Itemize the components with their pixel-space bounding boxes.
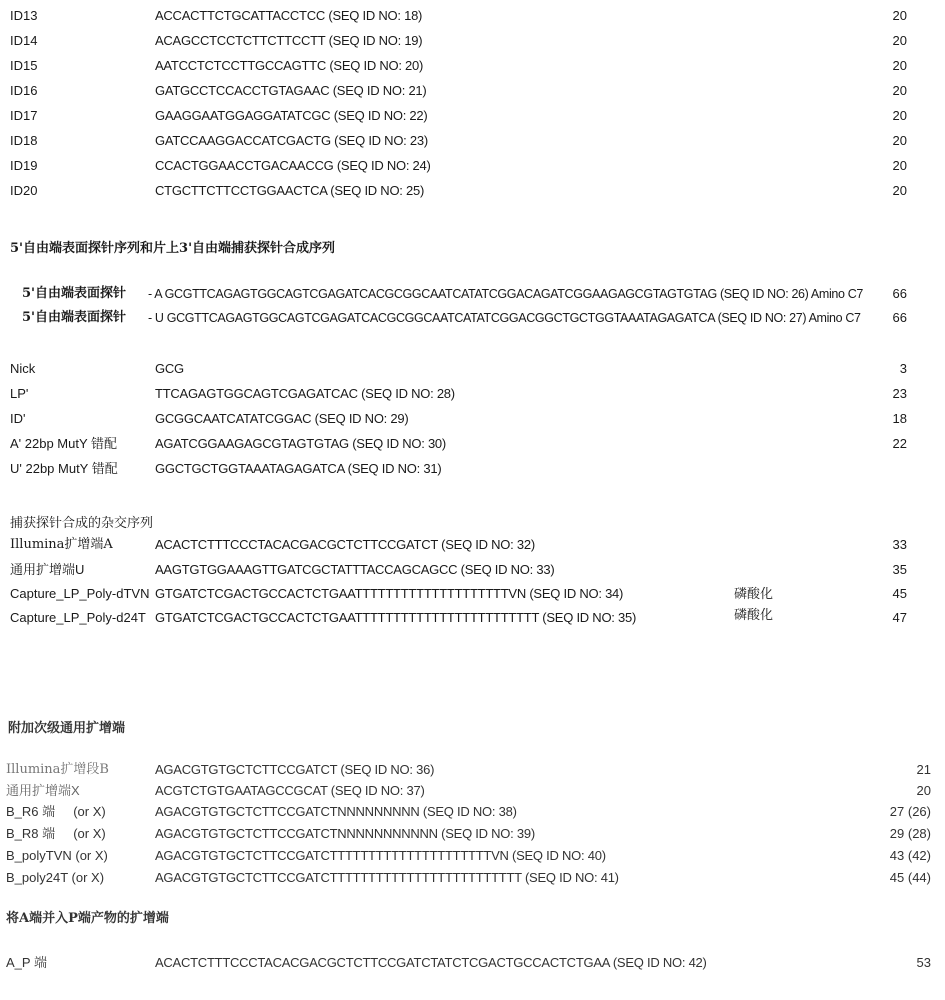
table-row [0, 106, 945, 126]
table-row [0, 608, 945, 628]
amplicon-length: 45 (44) [889, 870, 931, 885]
table-row [0, 384, 945, 404]
sequence-name: ID17 [10, 108, 38, 123]
table-row [0, 181, 945, 201]
sequence-length: 20 [892, 108, 907, 123]
table-row [0, 359, 945, 379]
amplicon-sequence: AGACGTGTGCTCTTCCGATCTTTTTTTTTTTTTTTTTTTTTTTTT (SEQ ID NO: 41) [155, 870, 619, 885]
sequence-length: 20 [892, 33, 907, 48]
section-heading-ap-amplification: 将A端并入P端产物的扩增端 [6, 911, 169, 926]
amplicon-length: 53 [916, 955, 931, 970]
sequence-value: ACAGCCTCCTCTTCTTCCTT (SEQ ID NO: 19) [155, 33, 423, 48]
amplicon-length: 27 (26) [889, 804, 931, 819]
table-row [0, 584, 945, 604]
sequence-name: ID15 [10, 58, 38, 73]
sequence-length: 20 [892, 183, 907, 198]
hybrid-length: 45 [892, 586, 907, 601]
component-sequence: GCGGCAATCATATCGGAC (SEQ ID NO: 29) [155, 411, 409, 426]
component-sequence: AGATCGGAAGAGCGTAGTGTAG (SEQ ID NO: 30) [155, 436, 446, 451]
amplicon-sequence: ACGTCTGTGAATAGCCGCAT (SEQ ID NO: 37) [155, 783, 425, 798]
sequence-name: ID14 [10, 33, 38, 48]
table-row [0, 131, 945, 151]
sequence-value: CTGCTTCTTCCTGGAACTCA (SEQ ID NO: 25) [155, 183, 425, 198]
probe-row [0, 308, 945, 328]
component-name: ID' [10, 411, 26, 426]
table-row [0, 535, 945, 555]
probe-sequence: - A GCGTTCAGAGTGGCAGTCGAGATCACGCGGCAATCATATCGGACAGATCGGAAGAGCGTAGTGTAG (SEQ ID NO: 26) Amino C7 [148, 287, 863, 301]
sequence-length: 20 [892, 133, 907, 148]
hybrid-sequence: GTGATCTCGACTGCCACTCTGAATTTTTTTTTTTTTTTTTTTTVN (SEQ ID NO: 34) [155, 586, 624, 601]
hybrid-sequence: ACACTCTTTCCCTACACGACGCTCTTCCGATCT (SEQ ID NO: 32) [155, 537, 535, 552]
table-row [0, 868, 945, 888]
sequence-value: GATGCCTCCACCTGTAGAAC (SEQ ID NO: 21) [155, 83, 427, 98]
probe-length: 66 [892, 286, 907, 301]
component-length: 18 [892, 411, 907, 426]
sequence-name: ID18 [10, 133, 38, 148]
table-row [0, 560, 945, 580]
amplicon-name: B_R8 端 (or X) [6, 826, 106, 841]
table-row [0, 31, 945, 51]
hybrid-name: Capture_LP_Poly-dTVN [10, 586, 150, 601]
amplicon-length: 29 (28) [889, 826, 931, 841]
table-row [0, 760, 945, 780]
hybrid-name: Illumina扩增端A [10, 537, 113, 552]
component-length: 23 [892, 386, 907, 401]
probe-length: 66 [892, 310, 907, 325]
amplicon-name: B_R6 端 (or X) [6, 804, 106, 819]
amplicon-sequence: AGACGTGTGCTCTTCCGATCT (SEQ ID NO: 36) [155, 762, 435, 777]
hybrid-length: 35 [892, 562, 907, 577]
component-length: 3 [899, 361, 907, 376]
amplicon-name: A_P 端 [6, 955, 47, 970]
probe-label: 5'自由端表面探针 [22, 310, 127, 325]
hybrid-name: 通用扩增端U [10, 562, 85, 577]
amplicon-name: B_poly24T (or X) [6, 870, 105, 885]
sequence-length: 20 [892, 58, 907, 73]
amplicon-name: Illumina扩增段B [6, 762, 109, 777]
component-name: Nick [10, 361, 36, 376]
component-name: U' 22bp MutY 错配 [10, 461, 118, 476]
table-row [0, 156, 945, 176]
amplicon-sequence: AGACGTGTGCTCTTCCGATCTNNNNNNNNN (SEQ ID NO: 38) [155, 804, 517, 819]
table-row [0, 6, 945, 26]
sequence-length: 20 [892, 8, 907, 23]
amplicon-length: 21 [916, 762, 931, 777]
amplicon-name: 通用扩增端X [6, 783, 80, 798]
amplicon-sequence: AGACGTGTGCTCTTCCGATCTTTTTTTTTTTTTTTTTTTTTVN (SEQ ID NO: 40) [155, 848, 606, 863]
section-heading-capture-hybrid: 捕获探针合成的杂交序列 [10, 515, 154, 530]
table-row [0, 459, 945, 479]
section-heading-surface-probes: 5'自由端表面探针序列和片上3'自由端捕获探针合成序列 [10, 241, 336, 256]
hybrid-name: Capture_LP_Poly-d24T [10, 610, 146, 625]
hybrid-length: 47 [892, 610, 907, 625]
table-row [0, 953, 945, 973]
sequence-length: 20 [892, 158, 907, 173]
sequence-value: GATCCAAGGACCATCGACTG (SEQ ID NO: 23) [155, 133, 428, 148]
component-length: 22 [892, 436, 907, 451]
probe-row [0, 284, 945, 304]
amplicon-sequence: AGACGTGTGCTCTTCCGATCTNNNNNNNNNNN (SEQ ID NO: 39) [155, 826, 535, 841]
sequence-value: AATCCTCTCCTTGCCAGTTC (SEQ ID NO: 20) [155, 58, 424, 73]
sequence-name: ID19 [10, 158, 38, 173]
table-row [0, 81, 945, 101]
hybrid-length: 33 [892, 537, 907, 552]
table-row [0, 409, 945, 429]
table-row [0, 434, 945, 454]
modification-label: 磷酸化 [734, 586, 774, 601]
amplicon-name: B_polyTVN (or X) [6, 848, 108, 863]
sequence-value: ACCACTTCTGCATTACCTCC (SEQ ID NO: 18) [155, 8, 423, 23]
component-name: A' 22bp MutY 错配 [10, 436, 118, 451]
sequence-name: ID13 [10, 8, 38, 23]
modification-label: 磷酸化 [734, 607, 774, 622]
table-row [0, 802, 945, 822]
amplicon-length: 20 [916, 783, 931, 798]
component-sequence: GGCTGCTGGTAAATAGAGATCA (SEQ ID NO: 31) [155, 461, 442, 476]
section-heading-secondary-amplification: 附加次级通用扩增端 [8, 721, 126, 736]
table-row [0, 56, 945, 76]
sequence-value: GAAGGAATGGAGGATATCGC (SEQ ID NO: 22) [155, 108, 428, 123]
sequence-value: CCACTGGAACCTGACAACCG (SEQ ID NO: 24) [155, 158, 431, 173]
hybrid-sequence: AAGTGTGGAAAGTTGATCGCTATTTACCAGCAGCC (SEQ ID NO: 33) [155, 562, 555, 577]
component-name: LP' [10, 386, 29, 401]
component-sequence: GCG [155, 361, 184, 376]
sequence-length: 20 [892, 83, 907, 98]
sequence-name: ID16 [10, 83, 38, 98]
component-sequence: TTCAGAGTGGCAGTCGAGATCAC (SEQ ID NO: 28) [155, 386, 455, 401]
amplicon-sequence: ACACTCTTTCCCTACACGACGCTCTTCCGATCTATCTCGACTGCCACTCTGAA (SEQ ID NO: 42) [155, 955, 707, 970]
table-row [0, 846, 945, 866]
amplicon-length: 43 (42) [889, 848, 931, 863]
table-row [0, 824, 945, 844]
probe-sequence: - U GCGTTCAGAGTGGCAGTCGAGATCACGCGGCAATCATATCGGACGGCTGCTGGTAAATAGAGATCA (SEQ ID NO: 27) Amino C7 [148, 311, 861, 325]
hybrid-sequence: GTGATCTCGACTGCCACTCTGAATTTTTTTTTTTTTTTTTTTTTTTT (SEQ ID NO: 35) [155, 610, 637, 625]
sequence-name: ID20 [10, 183, 38, 198]
table-row [0, 781, 945, 801]
probe-label: 5'自由端表面探针 [22, 286, 127, 301]
